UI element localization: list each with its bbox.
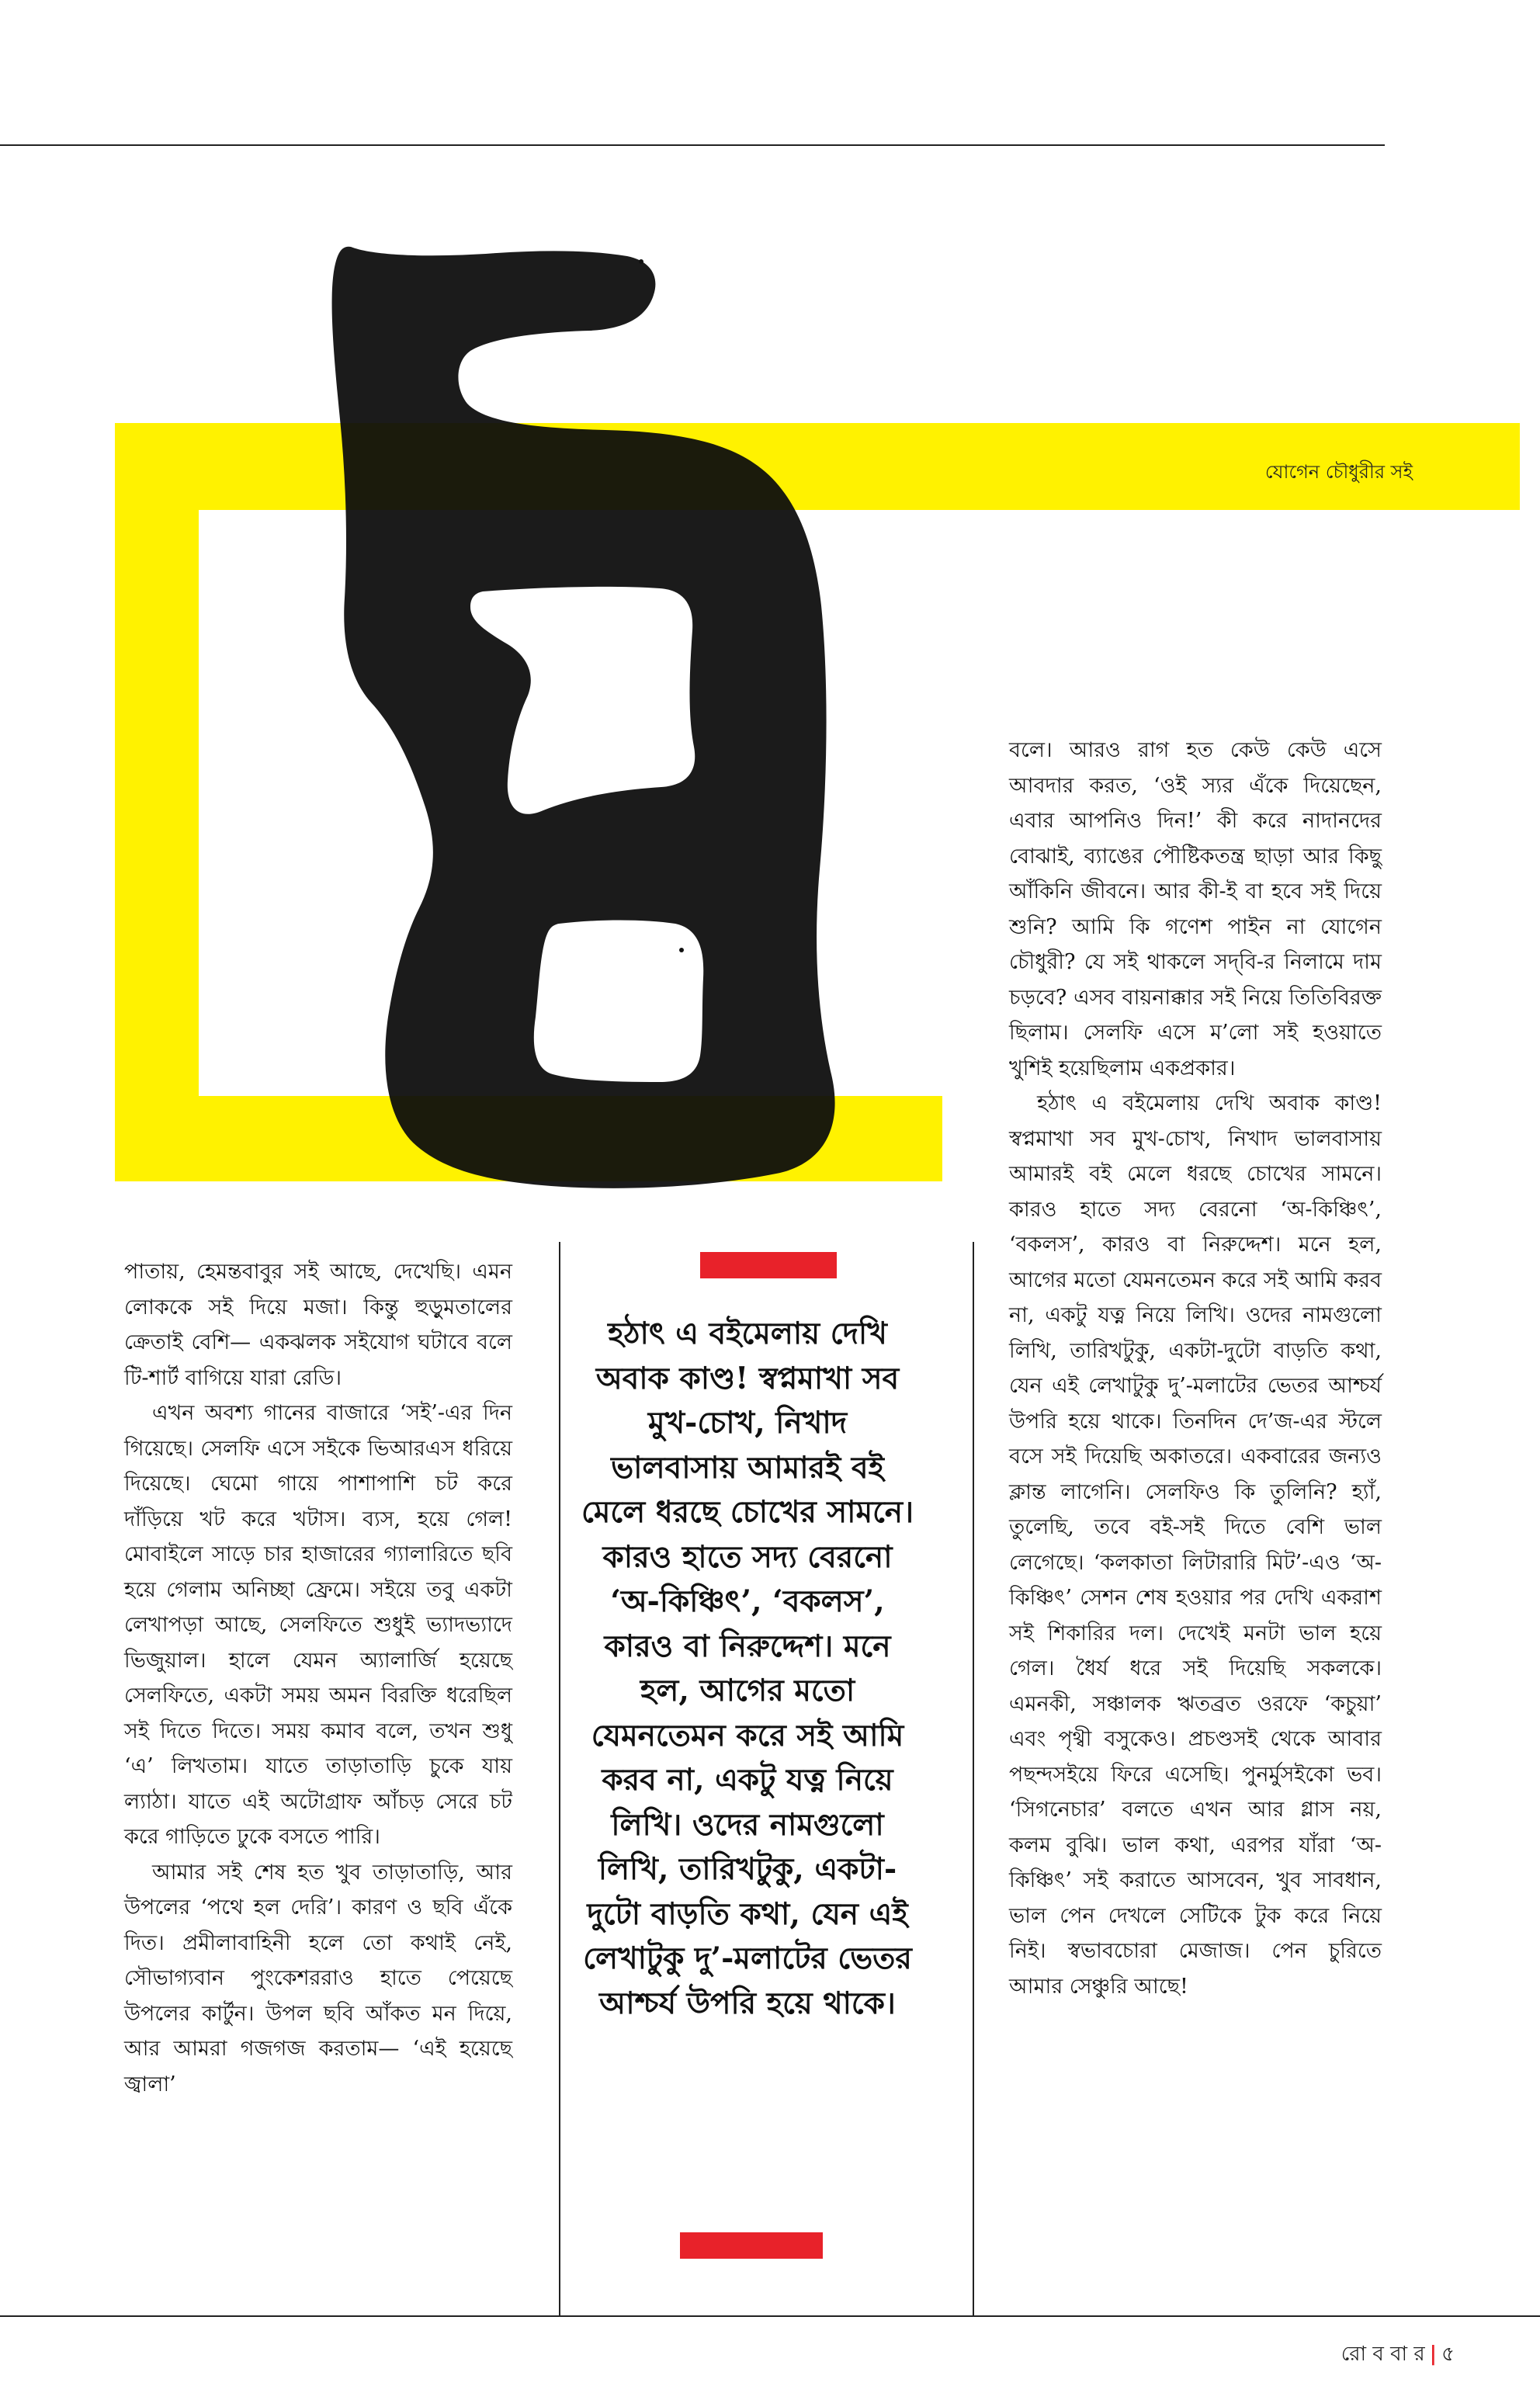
signature-caption: যোগেন চৌধুরীর সই	[1264, 461, 1413, 483]
page-footer	[1341, 2338, 1455, 2372]
left-paragraph-1: পাতায়, হেমন্তবাবুর সই আছে, দেখেছি। এমন লোককে সই দিয়ে মজা। কিন্তু হুড়ুমতালের ক্রেতাই বেশি— একঝলক সইযোগ ঘটাবে বলে টি-শার্ট বাগিয়ে যারা রেডি।	[124, 1260, 512, 1390]
footer-separator: |	[1429, 2343, 1438, 2366]
pull-quote-bottom-bar	[680, 2232, 823, 2259]
left-paragraph-3: আমার সই শেষ হত খুব তাড়াতাড়ি, আর উপলের ‘পথে হল দেরি’। কারণ ও ছবি এঁকে দিত। প্রমীলাবাহিনী হলে তো কথাই নেই, সৌভাগ্যবান পুংকেশররাও হাতে পেয়েছে উপলের কার্টুন। উপল ছবি আঁকত মন দিয়ে, আর আমরা গজগজ করতাম— ‘এই হয়েছে জ্বালা’	[124, 1860, 512, 2096]
pull-quote: হঠাৎ এ বইমেলায় দেখি অবাক কাণ্ড! স্বপ্নমাখা সব মুখ-চোখ, নিখাদ ভালবাসায় আমারই বই মেলে ধরছে চোখের সামনে। কারও হাতে সদ্য বেরনো ‘অ-কিঞ্চিৎ’, ‘বকলস’, কারও বা নিরুদ্দেশ। মনে হল, আগের মতো যেমনতেমন করে সই আমি করব না, একটু যত্ন নিয়ে লিখি। ওদের নামগুলো লিখি, তারিখটুকু, একটা-দুটো বাড়তি কথা, যেন এই লেখাটুকু দু’-মলাটের ভেতর আশ্চর্য উপরি হয়ে থাকে।	[581, 1316, 914, 2021]
left-column	[124, 1254, 512, 2102]
magazine-name: রো ব বা র	[1341, 2343, 1425, 2366]
right-paragraph-2: হঠাৎ এ বইমেলায় দেখি অবাক কাণ্ড! স্বপ্নমাখা সব মুখ-চোখ, নিখাদ ভালবাসায় আমারই বই মেলে ধরছে চোখের সামনে। কারও হাতে সদ্য বেরনো ‘অ-কিঞ্চিৎ’, ‘বকলস’, কারও বা নিরুদ্দেশ। মনে হল, আগের মতো যেমনতেমন করে সই আমি করব না, একটু যত্ন নিয়ে লিখি। ওদের নামগুলো লিখি, তারিখটুকু, একটা-দুটো বাড়তি কথা, যেন এই লেখাটুকু দু’-মলাটের ভেতর আশ্চর্য উপরি হয়ে থাকে। তিনদিন দে’জ-এর স্টলে বসে সই দিয়েছি অকাতরে। একবারের জন্যও ক্লান্ত লাগেনি। সেলফিও কি তুলিনি? হ্যাঁ, তুলেছি, তবে বই-সই দিতে বেশি ভাল লেগেছে। ‘কলকাতা লিটারারি মিট’-এও ‘অ-কিঞ্চিৎ’ সেশন শেষ হওয়ার পর দেখি একরাশ সই শিকারির দল। দেখেই মনটা ভাল হয়ে গেল। ধৈর্য ধরে সই দিয়েছি সকলকে। এমনকী, সঞ্চালক ঋতব্রত ওরফে ‘কচুয়া’ এবং পৃথ্বী বসুকেও। প্রচণ্ডসই থেকে আবার পছন্দসইয়ে ফিরে এসেছি। পুনর্মুসইকো ভব। ‘সিগনেচার’ বলতে এখন আর গ্লাস নয়, কলম বুঝি। ভাল কথা, এরপর যাঁরা ‘অ-কিঞ্চিৎ’ সই করাতে আসবেন, খুব সাবধান, ভাল পেন দেখলে সেটিকে টুক করে নিয়ে নিই। স্বভাবচোরা মেজাজ। পেন চুরিতে আমার সেঞ্চুরি আছে!	[1009, 1091, 1382, 1999]
pull-quote-top-bar	[700, 1252, 837, 1278]
right-paragraph-1: বলে। আরও রাগ হত কেউ কেউ এসে আবদার করত, ‘ওই স্যর এঁকে দিয়েছেন, এবার আপনিও দিন!’ কী করে নাদানদের বোঝাই, ব্যাঙের পৌষ্টিকতন্ত্র ছাড়া আর কিছু আঁকিনি জীবনে। আর কী-ই বা হবে সই দিয়ে শুনি? আমি কি গণেশ পাইন না যোগেন চৌধুরী? যে সই থাকলে সদ্‌বি-র নিলামে দাম চড়বে? এসব বায়নাক্কার সই নিয়ে তিতিবিরক্ত ছিলাম। সেলফি এসে ম’লো সই হওয়াতে খুশিই হয়েছিলাম একপ্রকার।	[1009, 738, 1382, 1080]
right-column	[1009, 733, 1382, 2004]
page-number: ৫	[1441, 2343, 1455, 2366]
left-paragraph-2: এখন অবশ্য গানের বাজারে ‘সই’-এর দিন গিয়েছে। সেলফি এসে সইকে ভিআরএস ধরিয়ে দিয়েছে। ঘেমো গায়ে পাশাপাশি চট করে দাঁড়িয়ে খট করে খটাস। ব্যস, হয়ে গেল! মোবাইলে সাড়ে চার হাজারের গ্যালারিতে ছবি হয়ে গেলাম অনিচ্ছা ফ্রেমে। সইয়ে তবু একটা লেখাপড়া আছে, সেলফিতে শুধুই ভ্যাদভ্যাদে ভিজুয়াল। হালে যেমন অ্যালার্জি হয়েছে সেলফিতে, একটা সময় অমন বিরক্তি ধরেছিল সই দিতে দিতে। সময় কমাব বলে, তখন শুধু ‘এ’ লিখতাম। যাতে তাড়াতাড়ি চুকে যায় ল্যাঠা। যাতে এই অটোগ্রাফ আঁচড় সেরে চট করে গাড়িতে ঢুকে বসতে পারি।	[124, 1401, 512, 1849]
